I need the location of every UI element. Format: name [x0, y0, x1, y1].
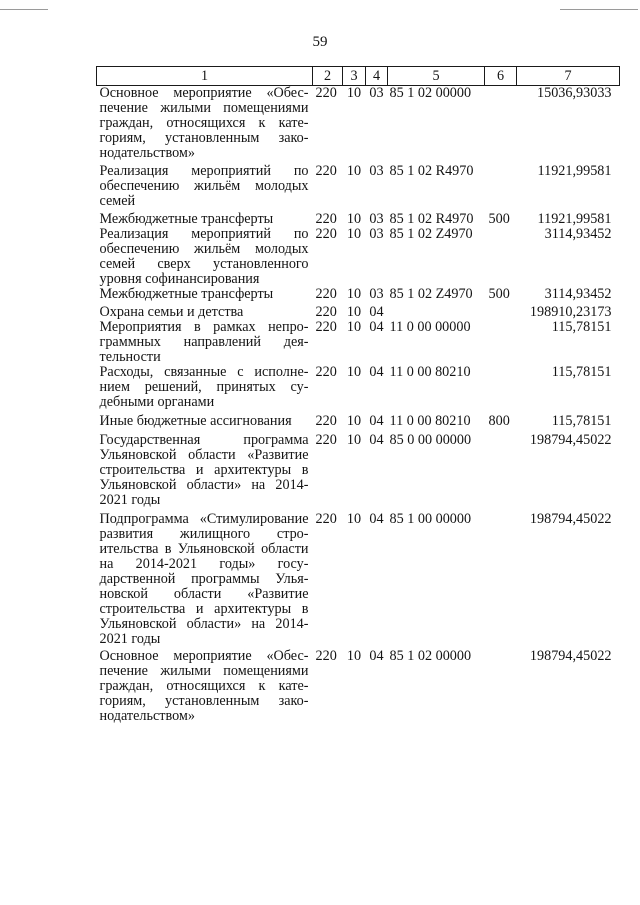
target-article-cell: 11 0 00 80210: [389, 413, 471, 429]
admin-code-cell: 220: [315, 432, 337, 448]
subsection-cell: 03: [369, 226, 384, 242]
subsection-cell: 04: [369, 432, 384, 448]
budget-table: [96, 66, 620, 724]
table-body: [97, 86, 620, 725]
subsection-cell: 04: [369, 511, 384, 527]
expense-type-cell: 800: [488, 413, 510, 429]
expense-type-cell: [485, 649, 517, 724]
admin-code-cell: 220: [315, 286, 337, 302]
section-cell: 10: [346, 511, 362, 527]
admin-code-cell: 220: [315, 413, 337, 429]
amount-cell: 115,78151: [551, 413, 612, 429]
section-cell: 10: [346, 304, 362, 320]
admin-code-cell: 220: [315, 364, 337, 380]
target-article-cell: 11 0 00 80210: [389, 364, 471, 380]
row-name-cell: Иные бюджетные ассигнования: [99, 413, 292, 429]
target-article-cell: 85 1 02 R4970: [389, 211, 474, 227]
amount-cell: 11921,99581: [537, 163, 612, 179]
section-cell: 10: [346, 648, 362, 664]
row-name-cell: Государственная программа Ульяновской области «Развитие строительства и архитектуры в Ульяновской области» на 2014-2021 годы: [99, 432, 309, 508]
target-article-cell: 85 1 02 R4970: [389, 163, 474, 179]
subsection-cell: 03: [369, 85, 384, 101]
section-cell: 10: [346, 432, 362, 448]
table-row: [97, 365, 620, 414]
table-row: [97, 512, 620, 649]
column-header-6: 6: [485, 67, 517, 86]
target-article-cell: 11 0 00 00000: [389, 319, 471, 335]
table-row: [97, 649, 620, 724]
page-number: 59: [312, 34, 328, 50]
table-row: [97, 320, 620, 365]
subsection-cell: 04: [369, 648, 384, 664]
target-article-cell: [388, 305, 485, 320]
column-header-4: 4: [366, 67, 388, 86]
expense-type-cell: 500: [488, 286, 510, 302]
table-row: [97, 86, 620, 165]
row-name-cell: Мероприятия в рамках непрограммных направлений деятельности: [99, 319, 309, 365]
row-name-cell: Основное мероприятие «Обеспечение жилыми помещениями граждан, относящихся к категориям, установленным законодательством»: [99, 85, 309, 161]
subsection-cell: 04: [369, 304, 384, 320]
expense-type-cell: [485, 227, 517, 287]
expense-type-cell: [485, 164, 517, 212]
row-name-cell: Охрана семьи и детства: [99, 304, 244, 320]
row-name-cell: Межбюджетные трансферты: [99, 211, 274, 227]
admin-code-cell: 220: [315, 85, 337, 101]
section-cell: 10: [346, 211, 362, 227]
target-article-cell: 85 1 02 Z4970: [389, 286, 473, 302]
admin-code-cell: 220: [315, 226, 337, 242]
admin-code-cell: 220: [315, 511, 337, 527]
amount-cell: 115,78151: [551, 364, 612, 380]
expense-type-cell: [485, 433, 517, 512]
table-row: [97, 433, 620, 512]
row-name-cell: Основное мероприятие «Обеспечение жилыми помещениями граждан, относящихся к категориям, установленным законодательством»: [99, 648, 309, 724]
scan-mark-top-left: [0, 9, 48, 10]
column-header-7: 7: [517, 67, 620, 86]
target-article-cell: 85 1 02 00000: [389, 648, 472, 664]
column-header-1: 1: [97, 67, 313, 86]
table-row: [97, 212, 620, 227]
subsection-cell: 03: [369, 286, 384, 302]
column-header-3: 3: [343, 67, 366, 86]
section-cell: 10: [346, 413, 362, 429]
row-name-cell: Расходы, связанные с исполнением решений, принятых судебными органами: [99, 364, 309, 410]
table-row: [97, 414, 620, 433]
admin-code-cell: 220: [315, 319, 337, 335]
subsection-cell: 03: [369, 211, 384, 227]
section-cell: 10: [346, 226, 362, 242]
amount-cell: 15036,93033: [537, 85, 612, 101]
amount-cell: 3114,93452: [544, 226, 612, 242]
amount-cell: 198794,45022: [529, 511, 612, 527]
subsection-cell: 04: [369, 319, 384, 335]
scan-mark-top-right: [560, 9, 638, 10]
column-header-5: 5: [388, 67, 485, 86]
section-cell: 10: [346, 364, 362, 380]
table-header-row: [97, 67, 620, 86]
target-article-cell: 85 1 00 00000: [389, 511, 472, 527]
expense-type-cell: [485, 365, 517, 414]
section-cell: 10: [346, 85, 362, 101]
target-article-cell: 85 1 02 00000: [389, 85, 472, 101]
section-cell: 10: [346, 319, 362, 335]
admin-code-cell: 220: [315, 163, 337, 179]
table-row: [97, 164, 620, 212]
expense-type-cell: [485, 320, 517, 365]
row-name-cell: Реализация мероприятий по обеспечению жильём молодых семей: [99, 163, 309, 209]
amount-cell: 198910,23173: [529, 304, 612, 320]
amount-cell: 198794,45022: [529, 648, 612, 664]
target-article-cell: 85 1 02 Z4970: [389, 226, 473, 242]
admin-code-cell: 220: [315, 648, 337, 664]
subsection-cell: 04: [369, 364, 384, 380]
expense-type-cell: [485, 86, 517, 165]
expense-type-cell: [485, 512, 517, 649]
target-article-cell: 85 0 00 00000: [389, 432, 472, 448]
subsection-cell: 04: [369, 413, 384, 429]
column-header-2: 2: [313, 67, 343, 86]
admin-code-cell: 220: [315, 304, 337, 320]
row-name-cell: Подпрограмма «Стимулирование развития жилищного строительства в Ульяновской области на 2014-2021 годы» государственной программы Ульяновской области «Развитие строительства и архитектуры в Ульяновской области» на 2014-2021 годы: [99, 511, 309, 647]
expense-type-cell: [485, 305, 517, 320]
amount-cell: 3114,93452: [544, 286, 612, 302]
row-name-cell: Реализация мероприятий по обеспечению жильём молодых семей сверх установленного уровня софинансирования: [99, 226, 309, 287]
subsection-cell: 03: [369, 163, 384, 179]
amount-cell: 11921,99581: [537, 211, 612, 227]
amount-cell: 115,78151: [551, 319, 612, 335]
section-cell: 10: [346, 163, 362, 179]
table-row: [97, 305, 620, 320]
table-row: [97, 287, 620, 305]
section-cell: 10: [346, 286, 362, 302]
admin-code-cell: 220: [315, 211, 337, 227]
row-name-cell: Межбюджетные трансферты: [99, 286, 274, 302]
expense-type-cell: 500: [488, 211, 510, 227]
table-row: [97, 227, 620, 287]
amount-cell: 198794,45022: [529, 432, 612, 448]
